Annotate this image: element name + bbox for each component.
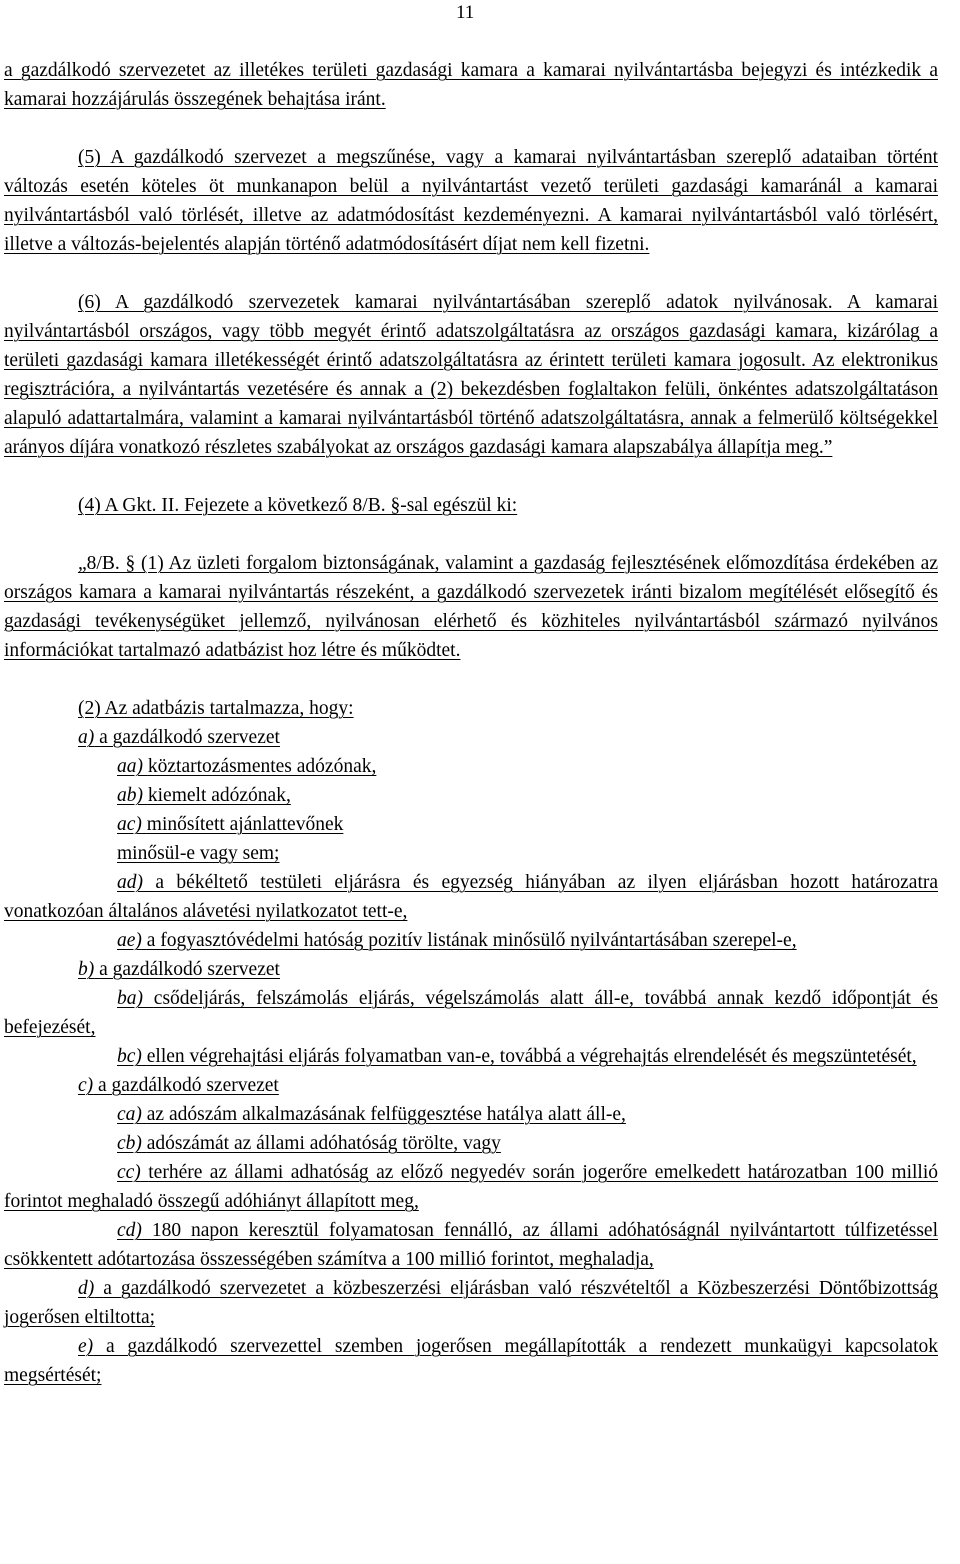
list-item-text: a gazdálkodó szervezet bbox=[99, 727, 280, 748]
list-item-mark: e) bbox=[78, 1336, 94, 1357]
list-item-mark: d) bbox=[78, 1278, 95, 1299]
list-item-text: az adószám alkalmazásának felfüggesztése hatálya alatt áll-e, bbox=[146, 1104, 626, 1125]
list-item-mark: a) bbox=[78, 727, 95, 748]
list-item-mark: ac) bbox=[117, 814, 142, 835]
list-item-mark: bc) bbox=[117, 1046, 142, 1067]
list-item-text: csődeljárás, felszámolás eljárás, végelszámolás alatt áll-e, továbbá annak kezdő időpontját és befejezését, bbox=[4, 988, 938, 1038]
list-item bbox=[4, 1071, 938, 1100]
list-item bbox=[4, 1042, 938, 1071]
list-item-text: a gazdálkodó szervezetet a közbeszerzési eljárásban való részvételtől a Közbeszerzési Döntőbizottság jogerősen eltiltotta; bbox=[4, 1278, 939, 1328]
list-item-mark: c) bbox=[78, 1075, 94, 1096]
list-item-text: a békéltető testületi eljárásra és egyezség hiányában az ilyen eljárásban hozott határozatra vonatkozóan általános alávetési nyilatkozatot tett-e, bbox=[4, 872, 939, 922]
list-item-text: kiemelt adózónak, bbox=[147, 785, 291, 806]
list-item-mark: cc) bbox=[117, 1162, 141, 1183]
list-item-text: a fogyasztóvédelmi hatóság pozitív listának minősülő nyilvántartásában szerepel-e, bbox=[146, 930, 797, 951]
paragraph-8b-1: „8/B. § (1) Az üzleti forgalom biztonságának, valamint a gazdaság fejlesztésének előmozdítása érdekében az országos kamara a kamarai nyilvántartás részeként, a gazdálkodó szervezetek iránti bizalom megítélését elősegítő és gazdasági tevékenységüket jellemző, nyilvánosan elérhető és közhiteles nyilvántartásból származó nyilvános információkat tartalmazó adatbázist hoz létre és működtet. bbox=[4, 553, 938, 661]
document-body bbox=[4, 56, 938, 1390]
list-item bbox=[4, 723, 938, 752]
list-item bbox=[4, 868, 938, 926]
list-item-mark: b) bbox=[78, 959, 95, 980]
list-item bbox=[4, 1158, 938, 1216]
list-item-mark: ad) bbox=[117, 872, 143, 893]
list-item-text: ellen végrehajtási eljárás folyamatban van-e, továbbá a végrehajtás elrendelését és megszüntetését, bbox=[146, 1046, 917, 1067]
list-item bbox=[4, 752, 938, 781]
list-item-mark: cb) bbox=[117, 1133, 142, 1154]
list-item-mark: ab) bbox=[117, 785, 143, 806]
list-item bbox=[4, 955, 938, 984]
list-item bbox=[4, 1332, 938, 1390]
list-item bbox=[4, 781, 938, 810]
list-item bbox=[4, 1129, 938, 1158]
list-item-mark: cd) bbox=[117, 1220, 142, 1241]
paragraph-5: (5) A gazdálkodó szervezet a megszűnése, vagy a kamarai nyilvántartásban szereplő adataiban történt változás esetén köteles öt munkanapon belül a nyilvántartást vezető területi gazdasági kamaránál a kamarai nyilvántartásból való törlését, illetve az adatmódosítást kezdeményezni. A kamarai nyilvántartásból való törlésért, illetve a változás-bejelentés alapján történő adatmódosításért díjat nem kell fizetni. bbox=[4, 147, 938, 255]
list-item-text: a gazdálkodó szervezettel szemben jogerősen megállapították a rendezett munkaügyi kapcsolatok megsértését; bbox=[4, 1336, 938, 1386]
list-item-text: minősített ajánlattevőnek bbox=[146, 814, 344, 835]
list-item-mark: ca) bbox=[117, 1104, 142, 1125]
paragraph-4: (4) A Gkt. II. Fejezete a következő 8/B. §-sal egészül ki: bbox=[78, 495, 518, 516]
list-item-text: 180 napon keresztül folyamatosan fennálló, az állami adóhatóságnál nyilvántartott túlfizetéssel csökkentett adótartozása összességében számítva a 100 millió forintot, meghaladja, bbox=[4, 1220, 938, 1270]
paragraph-8b-2: (2) Az adatbázis tartalmazza, hogy: bbox=[78, 698, 354, 719]
page-number: 11 bbox=[456, 2, 475, 23]
list-item-text: terhére az állami adhatóság az előző negyedév során jogerőre emelkedett határozatban 100 millió forintot meghaladó összegű adóhiányt állapított meg, bbox=[4, 1162, 938, 1212]
list-item bbox=[4, 1216, 938, 1274]
list-item bbox=[4, 1274, 938, 1332]
list-item bbox=[4, 810, 938, 839]
list-item-text: adószámát az állami adóhatóság törölte, vagy bbox=[146, 1133, 501, 1154]
list-item-text: a gazdálkodó szervezet bbox=[99, 959, 280, 980]
paragraph-intro: a gazdálkodó szervezetet az illetékes területi gazdasági kamara a kamarai nyilvántartásba bejegyzi és intézkedik a kamarai hozzájárulás összegének behajtása iránt. bbox=[4, 60, 938, 110]
list-item-text: minősül-e vagy sem; bbox=[117, 843, 280, 864]
list-item-text: a gazdálkodó szervezet bbox=[98, 1075, 279, 1096]
list-item-mark: ba) bbox=[117, 988, 143, 1009]
list-item-text: köztartozásmentes adózónak, bbox=[147, 756, 377, 777]
list-item bbox=[4, 984, 938, 1042]
list-item bbox=[4, 1100, 938, 1129]
list-item-mark: ae) bbox=[117, 930, 142, 951]
item-list bbox=[4, 723, 938, 1390]
paragraph-6: (6) A gazdálkodó szervezetek kamarai nyilvántartásában szereplő adatok nyilvánosak. A kamarai nyilvántartásból országos, vagy több megyét érintő adatszolgáltatásra az országos gazdasági kamara, kizárólag a területi gazdasági kamara illetékességét érintő adatszolgáltatásra az érintett területi kamara jogosult. Az elektronikus regisztrációra, a nyilvántartás vezetésére és annak a (2) bekezdésben foglaltakon felüli, önkéntes adatszolgáltatáson alapuló adattartalmára, valamint a kamarai nyilvántartásból történő adatszolgáltatásra, annak a felmerülő költségekkel arányos díjára vonatkozó részletes szabályokat az országos gazdasági kamara alapszabálya állapítja meg.” bbox=[4, 292, 938, 458]
list-item bbox=[4, 926, 938, 955]
list-item-mark: aa) bbox=[117, 756, 143, 777]
list-item bbox=[4, 839, 938, 868]
